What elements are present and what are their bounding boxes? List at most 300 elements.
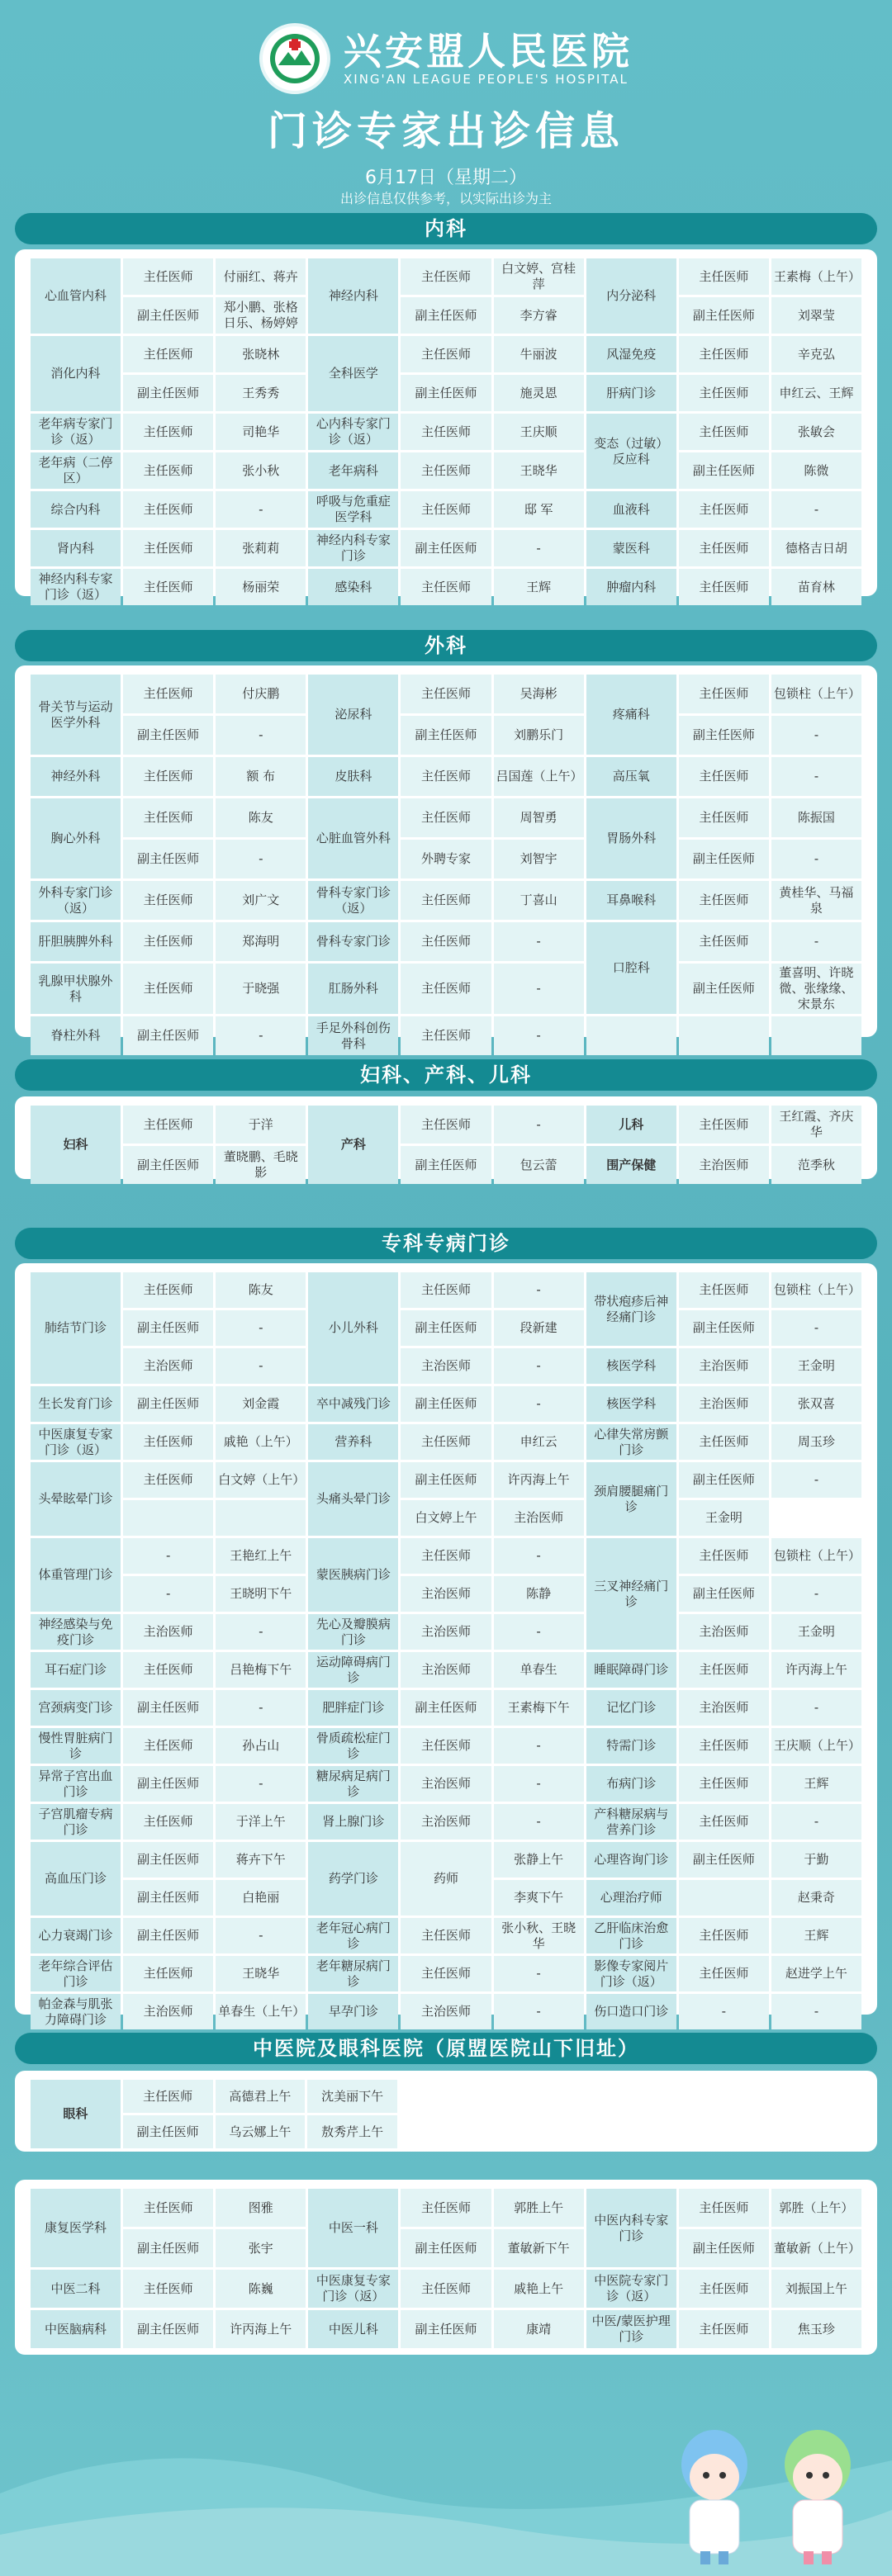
department-cell: 运动障碍病门诊 bbox=[308, 1652, 398, 1688]
schedule-cell: 主治医师 bbox=[123, 1994, 213, 2029]
department-cell: 神经内科 bbox=[308, 258, 398, 334]
schedule-cell: 副主任医师 bbox=[123, 2229, 213, 2267]
schedule-cell: 张敏会 bbox=[771, 414, 861, 450]
table-row bbox=[31, 881, 861, 920]
department-cell: 肝胆胰脾外科 bbox=[31, 922, 121, 961]
table-row bbox=[31, 964, 861, 1014]
schedule-note: 出诊信息仅供参考，以实际出诊为主 bbox=[339, 191, 552, 206]
schedule-cell: 付庆鹏 bbox=[216, 675, 306, 713]
schedule-cell: 黄桂华、马福泉 bbox=[771, 881, 861, 920]
schedule-cell: 主治医师 bbox=[401, 1804, 491, 1840]
schedule-cell: 副主任医师 bbox=[401, 2310, 491, 2348]
table-row bbox=[31, 1500, 861, 1536]
schedule-cell: 主任医师 bbox=[123, 258, 213, 295]
schedule-cell: 主任医师 bbox=[679, 336, 769, 372]
schedule-cell: 副主任医师 bbox=[401, 2229, 491, 2267]
schedule-cell: 陈巍 bbox=[216, 2270, 306, 2308]
department-cell: 变态（过敏）反应科 bbox=[586, 414, 676, 489]
schedule-cell: 王庆顺 bbox=[494, 414, 584, 450]
schedule-cell: 主任医师 bbox=[123, 491, 213, 528]
schedule-date: 6月17日（星期二） bbox=[365, 168, 527, 188]
section-panel bbox=[15, 665, 877, 1051]
schedule-cell: 主任医师 bbox=[679, 1424, 769, 1460]
section-title: 内科 bbox=[15, 213, 877, 244]
department-cell: 乳腺甲状腺外科 bbox=[31, 964, 121, 1014]
department-cell: 心力衰竭门诊 bbox=[31, 1918, 121, 1953]
department-cell: 糖尿病足病门诊 bbox=[308, 1766, 398, 1802]
section-title: 外科 bbox=[15, 630, 877, 661]
schedule-cell: 主任医师 bbox=[123, 798, 213, 837]
schedule-cell: 主治医师 bbox=[401, 1994, 491, 2029]
table-row bbox=[31, 1766, 861, 1802]
schedule-table bbox=[28, 1103, 864, 1186]
schedule-cell: 副主任医师 bbox=[679, 1462, 769, 1498]
department-cell: 呼吸与危重症医学科 bbox=[308, 491, 398, 528]
schedule-cell: 王晓华 bbox=[494, 452, 584, 489]
schedule-cell: 副主任医师 bbox=[123, 716, 213, 755]
department-cell: 老年综合评估门诊 bbox=[31, 1956, 121, 1991]
department-cell: 异常子宫出血门诊 bbox=[31, 1766, 121, 1802]
schedule-cell: 副主任医师 bbox=[123, 840, 213, 878]
schedule-cell: - bbox=[216, 1766, 306, 1802]
schedule-cell: 主任医师 bbox=[679, 1956, 769, 1991]
schedule-cell: 主任医师 bbox=[123, 964, 213, 1014]
department-cell: 中医二科 bbox=[31, 2270, 121, 2308]
department-cell: 肺结节门诊 bbox=[31, 1272, 121, 1384]
schedule-cell: 副主任医师 bbox=[679, 1310, 769, 1346]
schedule-cell: 主任医师 bbox=[123, 922, 213, 961]
schedule-cell: - bbox=[771, 1310, 861, 1346]
header bbox=[0, 0, 892, 206]
department-cell: 心律失常房颤门诊 bbox=[586, 1424, 676, 1460]
table-row bbox=[31, 375, 861, 411]
department-cell: 头晕眩晕门诊 bbox=[31, 1462, 121, 1536]
schedule-cell: 主治医师 bbox=[679, 1146, 769, 1184]
schedule-cell: 沈美丽下午 bbox=[307, 2080, 397, 2113]
department-cell: 帕金森与肌张力障碍门诊 bbox=[31, 1994, 121, 2029]
schedule-cell: - bbox=[494, 1766, 584, 1802]
schedule-cell: 张双喜 bbox=[771, 1386, 861, 1422]
table-row bbox=[31, 258, 861, 295]
schedule-cell: 郑海明 bbox=[216, 922, 306, 961]
table-row bbox=[31, 491, 861, 528]
table-row bbox=[31, 798, 861, 837]
department-cell: 血液科 bbox=[586, 491, 676, 528]
mascot-nurse-icon bbox=[772, 2427, 863, 2568]
schedule-cell: 主治医师 bbox=[679, 1348, 769, 1384]
schedule-cell: 王庆顺（上午） bbox=[771, 1728, 861, 1764]
schedule-cell: 主任医师 bbox=[679, 569, 769, 605]
schedule-cell: 主任医师 bbox=[401, 1538, 491, 1574]
table-row bbox=[31, 1348, 861, 1384]
department-cell: 康复医学科 bbox=[31, 2189, 121, 2267]
schedule-cell: 白文婷、宫桂萍 bbox=[494, 258, 584, 295]
schedule-cell: 主治医师 bbox=[679, 1614, 769, 1650]
department-cell: 心理咨询门诊 bbox=[586, 1842, 676, 1878]
schedule-cell: 吕艳梅下午 bbox=[216, 1652, 306, 1688]
department-cell: 睡眠障碍门诊 bbox=[586, 1652, 676, 1688]
table-row bbox=[31, 1462, 861, 1498]
schedule-cell: 主任医师 bbox=[679, 2189, 769, 2227]
schedule-cell: 副主任医师 bbox=[401, 1146, 491, 1184]
department-cell: 皮肤科 bbox=[308, 757, 398, 796]
schedule-cell: - bbox=[771, 716, 861, 755]
schedule-cell: 董喜明、许晓微、张缘缘、宋景东 bbox=[771, 964, 861, 1014]
department-cell: 心内科专家门诊（返） bbox=[308, 414, 398, 450]
department-cell: 妇科 bbox=[31, 1106, 121, 1184]
schedule-cell: 主任医师 bbox=[123, 1728, 213, 1764]
schedule-cell: 副主任医师 bbox=[401, 297, 491, 334]
schedule-cell: 主任医师 bbox=[679, 2310, 769, 2348]
schedule-cell: 主任医师 bbox=[401, 452, 491, 489]
schedule-cell: 丁喜山 bbox=[494, 881, 584, 920]
schedule-cell: 主任医师 bbox=[123, 1106, 213, 1144]
schedule-cell: 司艳华 bbox=[216, 414, 306, 450]
schedule-cell: 段新建 bbox=[494, 1310, 584, 1346]
schedule-cell: 李爽下午 bbox=[494, 1880, 584, 1915]
schedule-cell: 张晓林 bbox=[216, 336, 306, 372]
schedule-cell: - bbox=[679, 1994, 769, 2029]
department-cell: 核医学科 bbox=[586, 1348, 676, 1384]
department-cell: 肛肠外科 bbox=[308, 964, 398, 1014]
schedule-cell: 主任医师 bbox=[679, 1106, 769, 1144]
schedule-cell bbox=[679, 1016, 769, 1055]
department-cell: 老年病（二停区） bbox=[31, 452, 121, 489]
schedule-cell: 副主任医师 bbox=[123, 1766, 213, 1802]
schedule-cell: 主任医师 bbox=[679, 922, 769, 961]
schedule-cell: - bbox=[771, 922, 861, 961]
schedule-cell: 焦玉珍 bbox=[771, 2310, 861, 2348]
schedule-cell: 主任医师 bbox=[401, 336, 491, 372]
schedule-cell: - bbox=[123, 1576, 213, 1612]
table-row bbox=[31, 1106, 861, 1144]
schedule-cell: 董晓鹏、毛晓影 bbox=[216, 1146, 306, 1184]
schedule-cell: 主任医师 bbox=[679, 414, 769, 450]
schedule-cell: 主治医师 bbox=[123, 1348, 213, 1384]
department-cell: 宫颈病变门诊 bbox=[31, 1690, 121, 1726]
table-row bbox=[31, 1994, 861, 2029]
schedule-cell: - bbox=[216, 1016, 306, 1055]
schedule-cell: 副主任医师 bbox=[679, 2229, 769, 2267]
schedule-table bbox=[28, 256, 864, 608]
schedule-cell: 主任医师 bbox=[401, 1106, 491, 1144]
schedule-cell: 刘广文 bbox=[216, 881, 306, 920]
schedule-cell: 主任医师 bbox=[401, 1272, 491, 1308]
schedule-cell: 主任医师 bbox=[123, 530, 213, 566]
department-cell: 高血压门诊 bbox=[31, 1842, 121, 1915]
schedule-cell: 主治医师 bbox=[401, 1576, 491, 1612]
schedule-cell: 白文婷（上午） bbox=[216, 1462, 306, 1498]
schedule-cell: 康靖 bbox=[494, 2310, 584, 2348]
schedule-cell: 张宇 bbox=[216, 2229, 306, 2267]
department-cell: 神经外科 bbox=[31, 757, 121, 796]
schedule-cell: 副主任医师 bbox=[123, 1016, 213, 1055]
schedule-cell: - bbox=[494, 1994, 584, 2029]
department-cell: 全科医学 bbox=[308, 336, 398, 411]
schedule-cell: 主任医师 bbox=[123, 1652, 213, 1688]
department-cell: 子宫肌瘤专病门诊 bbox=[31, 1804, 121, 1840]
schedule-cell: 副主任医师 bbox=[679, 840, 769, 878]
schedule-cell: 副主任医师 bbox=[401, 375, 491, 411]
schedule-cell: 主任医师 bbox=[123, 2270, 213, 2308]
schedule-cell: 赵秉奇 bbox=[771, 1880, 861, 1915]
department-cell: 中医院专家门诊（返） bbox=[586, 2270, 676, 2308]
schedule-cell: 陈静 bbox=[494, 1576, 584, 1612]
department-cell: 肥胖症门诊 bbox=[308, 1690, 398, 1726]
table-row bbox=[31, 1310, 861, 1346]
department-cell: 心理治疗师 bbox=[586, 1880, 676, 1915]
schedule-cell: 副主任医师 bbox=[679, 297, 769, 334]
department-cell: 中医/蒙医护理门诊 bbox=[586, 2310, 676, 2348]
department-cell: 内分泌科 bbox=[586, 258, 676, 334]
department-cell: 生长发育门诊 bbox=[31, 1386, 121, 1422]
schedule-cell: 郭胜（上午） bbox=[771, 2189, 861, 2227]
schedule-cell: 许丙海上午 bbox=[771, 1652, 861, 1688]
schedule-cell: 董敏新下午 bbox=[494, 2229, 584, 2267]
department-cell: 记忆门诊 bbox=[586, 1690, 676, 1726]
department-cell: 骨质疏松症门诊 bbox=[308, 1728, 398, 1764]
department-cell: 综合内科 bbox=[31, 491, 121, 528]
schedule-cell: 申红云、王辉 bbox=[771, 375, 861, 411]
schedule-cell: - bbox=[494, 1728, 584, 1764]
schedule-cell: 陈友 bbox=[216, 1272, 306, 1308]
table-row bbox=[31, 2080, 397, 2113]
section-title: 妇科、产科、儿科 bbox=[15, 1059, 877, 1091]
schedule-cell: 郭胜上午 bbox=[494, 2189, 584, 2227]
department-cell: 老年病专家门诊（返） bbox=[31, 414, 121, 450]
table-row bbox=[31, 452, 861, 489]
schedule-cell: 副主任医师 bbox=[123, 1146, 213, 1184]
schedule-cell: 主任医师 bbox=[679, 1918, 769, 1953]
schedule-cell: 副主任医师 bbox=[123, 1310, 213, 1346]
schedule-cell: - bbox=[494, 530, 584, 566]
schedule-cell: 副主任医师 bbox=[679, 716, 769, 755]
schedule-cell: 主任医师 bbox=[123, 2080, 213, 2113]
schedule-cell: 许丙海上午 bbox=[494, 1462, 584, 1498]
schedule-cell: - bbox=[494, 1956, 584, 1991]
schedule-cell: 牛丽波 bbox=[494, 336, 584, 372]
schedule-cell: 刘振国上午 bbox=[771, 2270, 861, 2308]
schedule-cell: 范季秋 bbox=[771, 1146, 861, 1184]
schedule-cell: 德格吉日胡 bbox=[771, 530, 861, 566]
schedule-cell: 主任医师 bbox=[401, 1424, 491, 1460]
schedule-cell: 主任医师 bbox=[123, 414, 213, 450]
department-cell: 核医学科 bbox=[586, 1386, 676, 1422]
schedule-cell: 主任医师 bbox=[123, 1462, 213, 1498]
schedule-cell: - bbox=[494, 1538, 584, 1574]
schedule-cell: 副主任医师 bbox=[401, 1310, 491, 1346]
department-cell: 中医内科专家门诊 bbox=[586, 2189, 676, 2267]
table-row bbox=[31, 2229, 861, 2267]
schedule-cell: 主任医师 bbox=[401, 258, 491, 295]
schedule-cell: 付丽红、蒋卉 bbox=[216, 258, 306, 295]
schedule-cell: 周智勇 bbox=[494, 798, 584, 837]
schedule-cell: - bbox=[494, 1106, 584, 1144]
table-row bbox=[31, 675, 861, 713]
schedule-cell: 外聘专家 bbox=[401, 840, 491, 878]
schedule-cell: 刘翠莹 bbox=[771, 297, 861, 334]
department-cell: 眼科 bbox=[31, 2080, 121, 2148]
schedule-cell: - bbox=[216, 1918, 306, 1953]
schedule-cell: 主治医师 bbox=[494, 1500, 584, 1536]
schedule-cell: 戚艳（上午） bbox=[216, 1424, 306, 1460]
table-row bbox=[31, 757, 861, 796]
schedule-cell: 张小秋、王晓华 bbox=[494, 1918, 584, 1953]
schedule-cell: - bbox=[494, 1804, 584, 1840]
department-cell: 神经感染与免疫门诊 bbox=[31, 1614, 121, 1650]
table-row bbox=[31, 569, 861, 605]
department-cell: 心脏血管外科 bbox=[308, 798, 398, 878]
schedule-cell bbox=[216, 1500, 306, 1536]
schedule-cell: 副主任医师 bbox=[401, 1386, 491, 1422]
schedule-cell: 主治医师 bbox=[679, 1690, 769, 1726]
table-row bbox=[31, 1576, 861, 1612]
table-row bbox=[31, 1016, 861, 1055]
schedule-cell: 主任医师 bbox=[401, 491, 491, 528]
schedule-cell: 王辉 bbox=[494, 569, 584, 605]
department-cell: 耳鼻喉科 bbox=[586, 881, 676, 920]
schedule-cell: 许丙海上午 bbox=[216, 2310, 306, 2348]
schedule-cell: 王辉 bbox=[771, 1918, 861, 1953]
schedule-cell bbox=[123, 1500, 213, 1536]
table-row bbox=[31, 1918, 861, 1953]
department-cell: 中医康复专家门诊（返） bbox=[308, 2270, 398, 2308]
schedule-cell: 包锁柱（上午） bbox=[771, 1538, 861, 1574]
schedule-cell: 主任医师 bbox=[679, 530, 769, 566]
schedule-cell: 主任医师 bbox=[401, 2270, 491, 2308]
schedule-cell: 敖秀芹上午 bbox=[307, 2115, 397, 2148]
department-cell: 老年冠心病门诊 bbox=[308, 1918, 398, 1953]
table-row bbox=[31, 1386, 861, 1422]
schedule-cell: 包锁柱（上午） bbox=[771, 675, 861, 713]
department-cell: 影像专家阅片门诊（返） bbox=[586, 1956, 676, 1991]
schedule-cell: 王艳红上午 bbox=[216, 1538, 306, 1574]
table-row bbox=[31, 1146, 861, 1184]
department-cell: 产科糖尿病与营养门诊 bbox=[586, 1804, 676, 1840]
schedule-cell: 主任医师 bbox=[123, 675, 213, 713]
schedule-cell: 单春生 bbox=[494, 1652, 584, 1688]
schedule-cell: - bbox=[771, 1576, 861, 1612]
department-cell: 肿瘤内科 bbox=[586, 569, 676, 605]
schedule-cell: 邸 军 bbox=[494, 491, 584, 528]
schedule-cell: 副主任医师 bbox=[123, 2310, 213, 2348]
hospital-logo bbox=[259, 23, 330, 94]
schedule-cell: 于洋上午 bbox=[216, 1804, 306, 1840]
schedule-cell: - bbox=[494, 922, 584, 961]
schedule-cell: 副主任医师 bbox=[123, 1842, 213, 1878]
schedule-cell: 白文婷上午 bbox=[401, 1500, 491, 1536]
schedule-cell: 主任医师 bbox=[401, 2189, 491, 2227]
department-cell: 中医康复专家门诊（返） bbox=[31, 1424, 121, 1460]
schedule-cell: 王素梅下午 bbox=[494, 1690, 584, 1726]
department-cell: 中医一科 bbox=[308, 2189, 398, 2267]
section-panel bbox=[15, 249, 877, 602]
schedule-cell: 主任医师 bbox=[679, 1652, 769, 1688]
schedule-cell: - bbox=[216, 1348, 306, 1384]
schedule-cell: 主任医师 bbox=[123, 336, 213, 372]
schedule-cell: 主任医师 bbox=[679, 1538, 769, 1574]
schedule-cell: 主任医师 bbox=[401, 1956, 491, 1991]
schedule-cell: 副主任医师 bbox=[401, 530, 491, 566]
schedule-cell: 主任医师 bbox=[401, 414, 491, 450]
department-cell: 泌尿科 bbox=[308, 675, 398, 755]
schedule-cell: 郑小鹏、张格日乐、杨婷婷 bbox=[216, 297, 306, 334]
department-cell: 颈肩腰腿痛门诊 bbox=[586, 1462, 676, 1536]
table-row bbox=[31, 414, 861, 450]
schedule-cell: - bbox=[771, 491, 861, 528]
schedule-cell: 主治医师 bbox=[679, 1386, 769, 1422]
schedule-cell: 主任医师 bbox=[401, 569, 491, 605]
department-cell: 肝病门诊 bbox=[586, 375, 676, 411]
schedule-cell: 于洋 bbox=[216, 1106, 306, 1144]
schedule-cell: 刘智宇 bbox=[494, 840, 584, 878]
section-panel bbox=[15, 1263, 877, 2027]
schedule-cell: 主任医师 bbox=[401, 757, 491, 796]
schedule-cell: 主任医师 bbox=[123, 2189, 213, 2227]
schedule-cell: 王素梅（上午） bbox=[771, 258, 861, 295]
page-title: 门诊专家出诊信息 bbox=[267, 108, 624, 154]
schedule-cell: 乌云娜上午 bbox=[216, 2115, 306, 2148]
table-row bbox=[31, 1424, 861, 1460]
schedule-cell: 额 布 bbox=[216, 757, 306, 796]
schedule-cell: 刘鹏乐门 bbox=[494, 716, 584, 755]
schedule-cell: 主任医师 bbox=[401, 964, 491, 1014]
schedule-cell: 李方睿 bbox=[494, 297, 584, 334]
schedule-cell: - bbox=[494, 1386, 584, 1422]
department-cell: 胸心外科 bbox=[31, 798, 121, 878]
department-cell: 布病门诊 bbox=[586, 1766, 676, 1802]
table-row bbox=[31, 336, 861, 372]
table-row bbox=[31, 1956, 861, 1991]
table-row bbox=[31, 922, 861, 961]
department-cell: 中医儿科 bbox=[308, 2310, 398, 2348]
department-cell: 骨科专家门诊（返） bbox=[308, 881, 398, 920]
schedule-cell: - bbox=[216, 716, 306, 755]
schedule-cell: 主任医师 bbox=[401, 1728, 491, 1764]
schedule-cell: 副主任医师 bbox=[123, 1386, 213, 1422]
schedule-cell: 苗育林 bbox=[771, 569, 861, 605]
schedule-cell: 主任医师 bbox=[679, 1272, 769, 1308]
schedule-cell: 主任医师 bbox=[679, 1728, 769, 1764]
schedule-cell: 主任医师 bbox=[123, 1272, 213, 1308]
schedule-cell: - bbox=[494, 1016, 584, 1055]
department-cell: 中医脑病科 bbox=[31, 2310, 121, 2348]
schedule-cell: 主任医师 bbox=[123, 1956, 213, 1991]
schedule-cell: 董敏新（上午） bbox=[771, 2229, 861, 2267]
department-cell: 蒙医胰病门诊 bbox=[308, 1538, 398, 1612]
department-cell: 疼痛科 bbox=[586, 675, 676, 755]
department-cell: 肾上腺门诊 bbox=[308, 1804, 398, 1840]
department-cell: 围产保健 bbox=[586, 1146, 676, 1184]
schedule-cell: 主任医师 bbox=[401, 922, 491, 961]
table-row bbox=[31, 1538, 861, 1574]
schedule-cell: 单春生（上午） bbox=[216, 1994, 306, 2029]
section-panel bbox=[15, 2071, 877, 2152]
department-cell: 带状疱疹后神经痛门诊 bbox=[586, 1272, 676, 1346]
schedule-table bbox=[28, 2077, 400, 2151]
schedule-cell: 王秀秀 bbox=[216, 375, 306, 411]
schedule-cell: 主任医师 bbox=[401, 1016, 491, 1055]
schedule-cell: 张莉莉 bbox=[216, 530, 306, 566]
table-row bbox=[31, 1614, 861, 1650]
schedule-cell: 白艳丽 bbox=[216, 1880, 306, 1915]
department-cell: 风湿免疫 bbox=[586, 336, 676, 372]
schedule-cell: - bbox=[216, 1310, 306, 1346]
schedule-cell: 王红霞、齐庆华 bbox=[771, 1106, 861, 1144]
table-row bbox=[31, 1804, 861, 1840]
schedule-cell: 刘金霞 bbox=[216, 1386, 306, 1422]
department-cell: 手足外科创伤骨科 bbox=[308, 1016, 398, 1055]
